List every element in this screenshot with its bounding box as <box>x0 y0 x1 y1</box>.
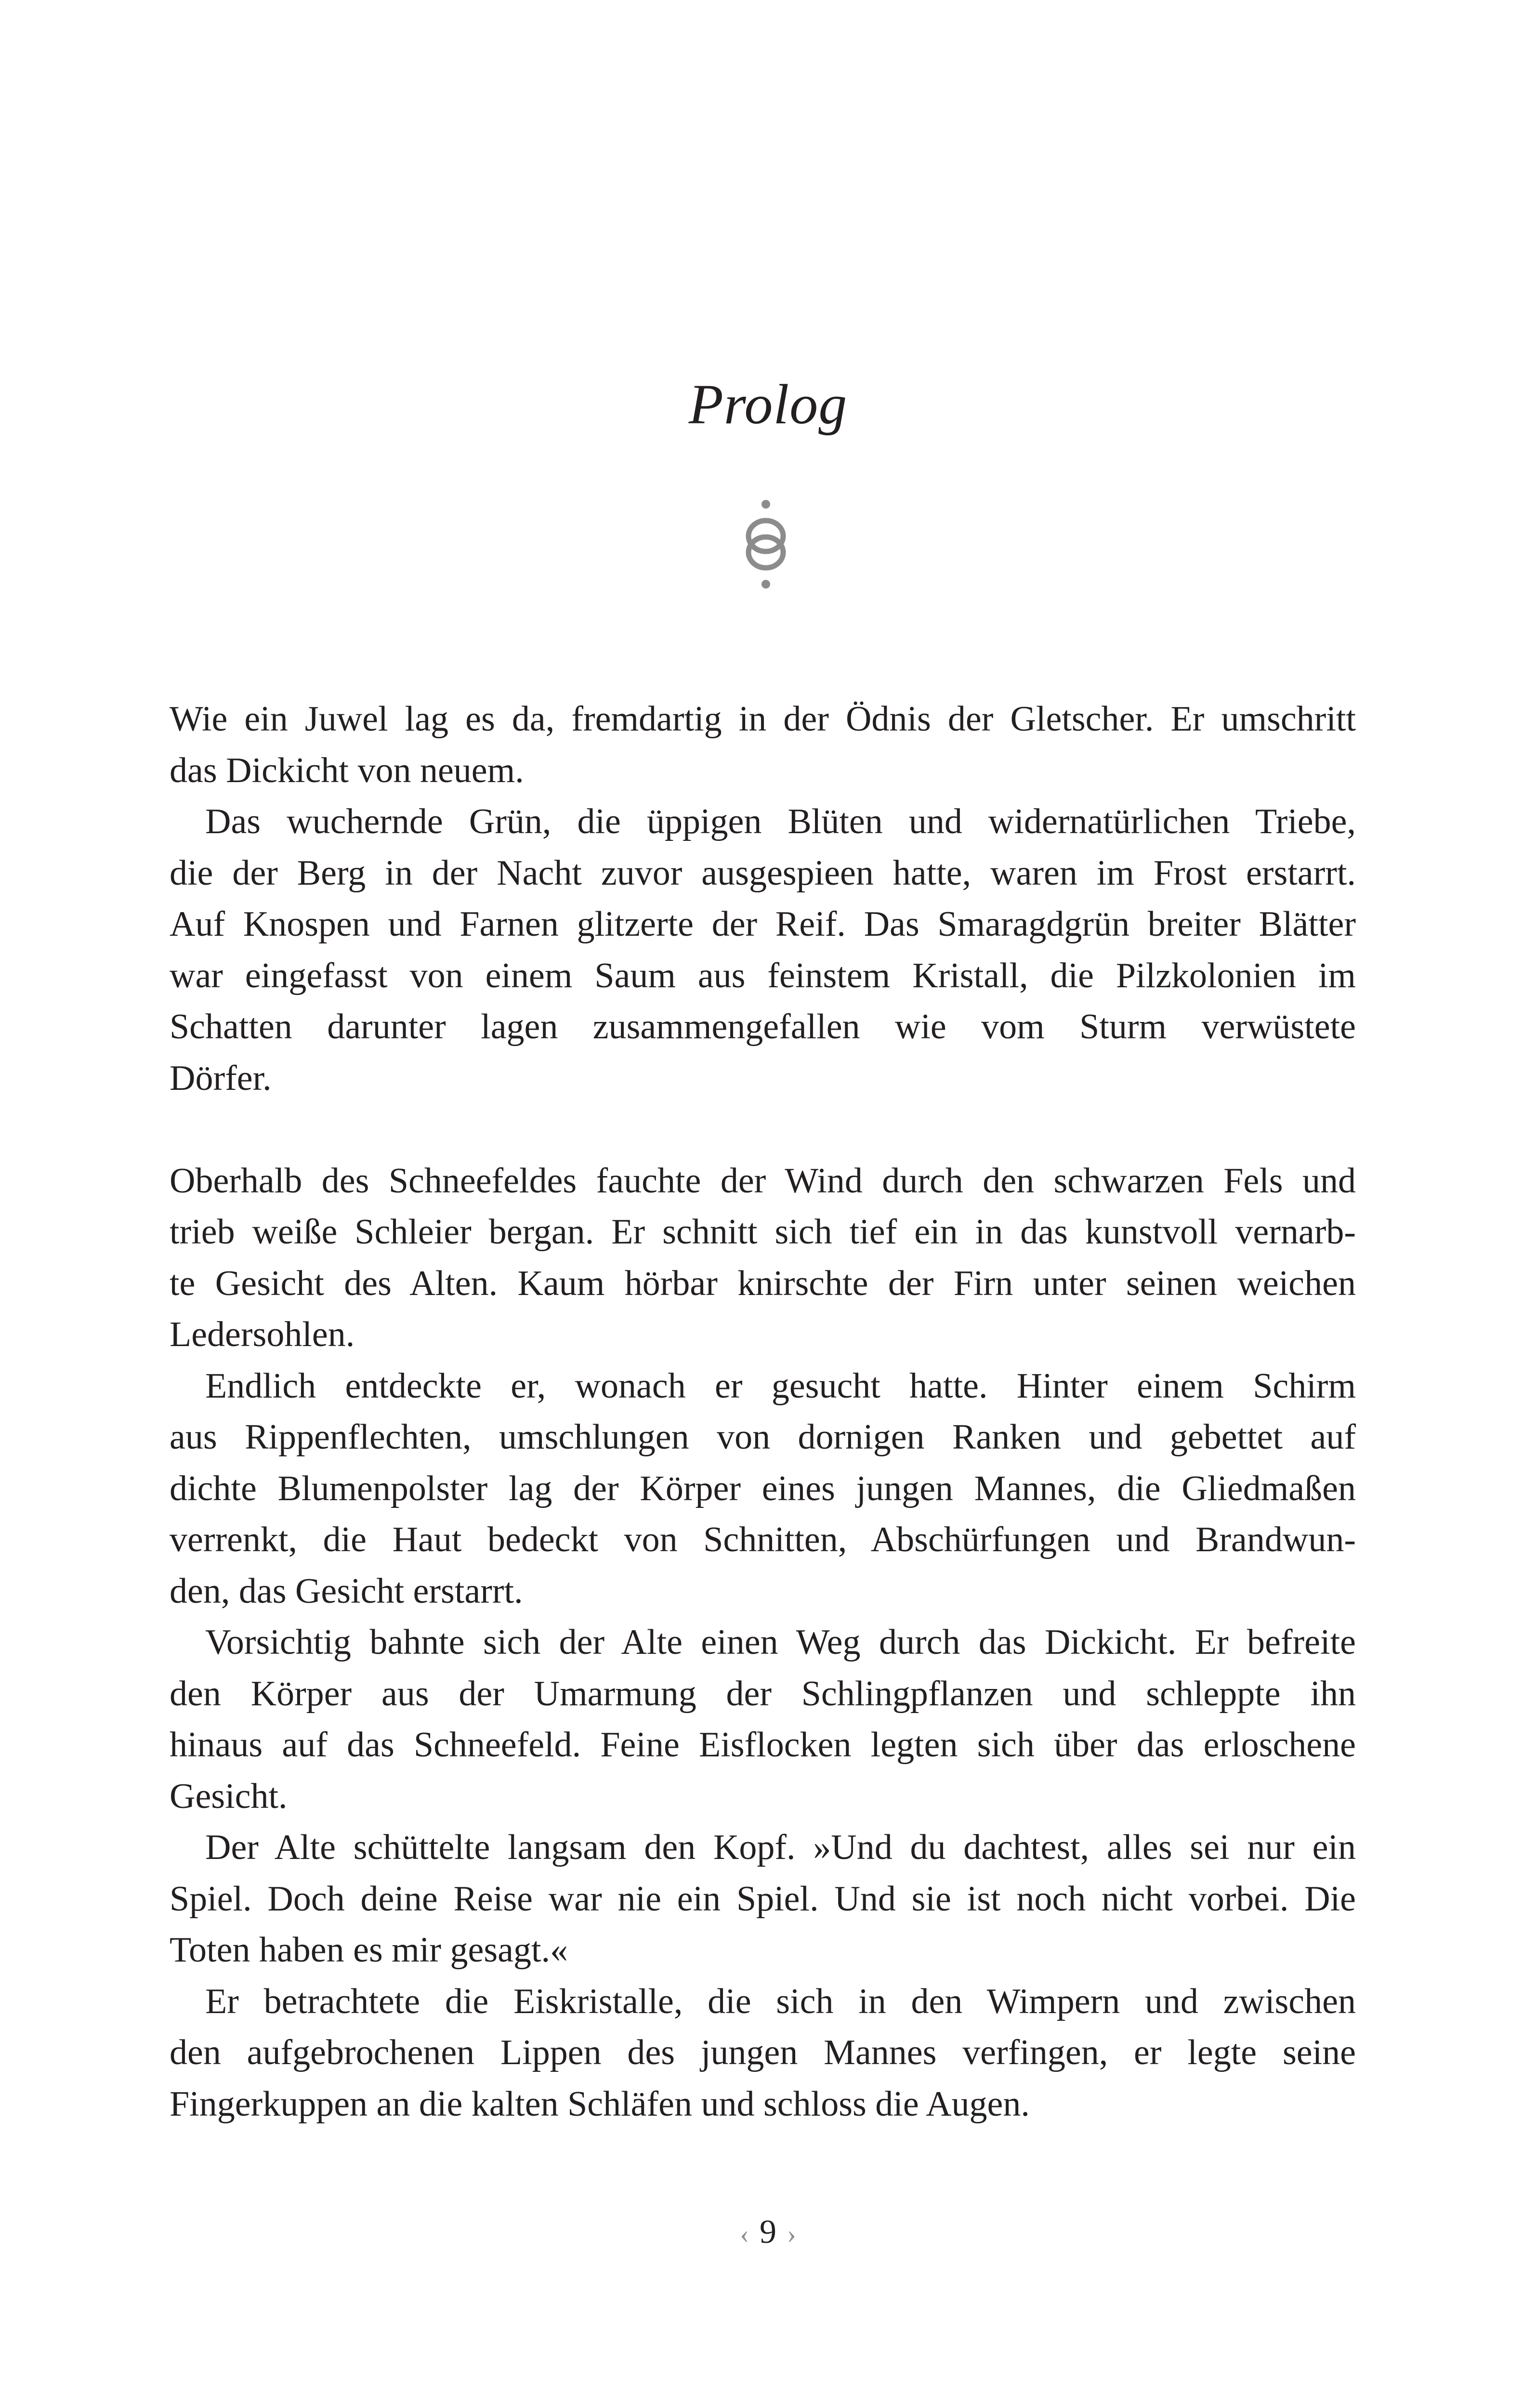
paragraph <box>170 694 1356 796</box>
text-line: den Körper aus der Umarmung der Schlingpflanzen und schleppte ihn <box>170 1674 1356 1714</box>
text-line: Wie ein Juwel lag es da, fremdartig in der Ödnis der Gletscher. Er umschritt <box>170 699 1356 739</box>
text-line: Gesicht. <box>170 1776 288 1816</box>
paragraph <box>170 1155 1356 1361</box>
folio-right-mark: › <box>787 2219 796 2249</box>
folio-left-mark: ‹ <box>740 2219 749 2249</box>
prologue-body-text <box>170 694 1356 2130</box>
text-line: Endlich entdeckte er, wonach er gesucht hatte. Hinter einem Schirm <box>205 1366 1356 1406</box>
text-line: aus Rippenflechten, umschlungen von dornigen Ranken und gebettet auf <box>170 1417 1356 1457</box>
paragraph <box>170 1976 1356 2130</box>
text-line: das Dickicht von neuem. <box>170 750 524 790</box>
text-line: den, das Gesicht erstarrt. <box>170 1571 523 1611</box>
interlinked-rings-ornament-icon <box>737 498 795 590</box>
text-line: Schatten darunter lagen zusammengefallen wie vom Sturm verwüstete <box>170 1007 1356 1047</box>
text-line: Oberhalb des Schneefeldes fauchte der Wind durch den schwarzen Fels und <box>170 1161 1356 1201</box>
text-line: Ledersohlen. <box>170 1315 355 1354</box>
section-break <box>170 1104 1356 1155</box>
text-line: te Gesicht des Alten. Kaum hörbar knirschte der Firn unter seinen weichen <box>170 1263 1356 1303</box>
text-line: Der Alte schüttelte langsam den Kopf. »Und du dachtest, alles sei nur ein <box>205 1828 1356 1867</box>
text-line: Toten haben es mir gesagt.« <box>170 1930 568 1970</box>
text-line: hinaus auf das Schneefeld. Feine Eisflocken legten sich über das erloschene <box>170 1725 1356 1765</box>
text-line: Das wuchernde Grün, die üppigen Blüten und widernatürlichen Triebe, <box>205 802 1356 841</box>
text-line: trieb weiße Schleier bergan. Er schnitt sich tief ein in das kunstvoll vernarb- <box>170 1212 1356 1252</box>
paragraph <box>170 1361 1356 1617</box>
text-line: dichte Blumenpolster lag der Körper eines jungen Mannes, die Gliedmaßen <box>170 1468 1356 1508</box>
chapter-title: Prolog <box>688 373 848 436</box>
page-number-folio <box>0 2211 1536 2256</box>
text-line: Er betrachtete die Eiskristalle, die sich in den Wimpern und zwischen <box>205 1981 1356 2021</box>
text-line: war eingefasst von einem Saum aus feinstem Kristall, die Pilzkolonien im <box>170 955 1356 995</box>
paragraph <box>170 1822 1356 1976</box>
text-line: Spiel. Doch deine Reise war nie ein Spiel. Und sie ist noch nicht vorbei. Die <box>170 1879 1356 1919</box>
text-line: die der Berg in der Nacht zuvor ausgespieen hatte, waren im Frost erstarrt. <box>170 853 1356 893</box>
text-line: Vorsichtig bahnte sich der Alte einen Weg durch das Dickicht. Er befreite <box>205 1623 1356 1662</box>
text-line: Fingerkuppen an die kalten Schläfen und schloss die Augen. <box>170 2084 1030 2124</box>
text-line: Dörfer. <box>170 1058 272 1098</box>
text-line: den aufgebrochenen Lippen des jungen Mannes verfingen, er legte seine <box>170 2033 1356 2072</box>
paragraph <box>170 1617 1356 1822</box>
text-line: Auf Knospen und Farnen glitzerte der Reif. Das Smaragdgrün breiter Blätter <box>170 904 1356 944</box>
page-number: 9 <box>760 2213 776 2251</box>
text-line: verrenkt, die Haut bedeckt von Schnitten, Abschürfungen und Brandwun- <box>170 1520 1356 1559</box>
paragraph <box>170 796 1356 1104</box>
